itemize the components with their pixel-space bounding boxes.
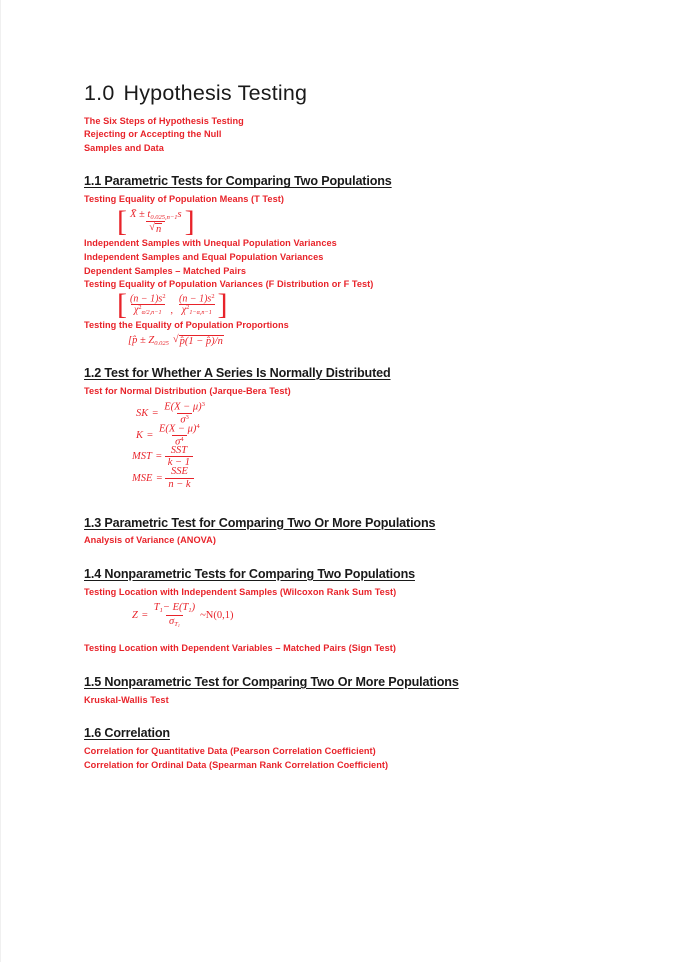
formula-numerator-right: $(n - 1)s^2$ — [179, 292, 215, 304]
page-left-edge — [0, 0, 1, 962]
section-heading-1-1: 1.1 Parametric Tests for Comparing Two Populations — [84, 174, 392, 189]
exponent: 4 — [196, 423, 200, 431]
subscript: α/2,n−1 — [141, 309, 162, 317]
equals-sign: = — [152, 407, 159, 419]
intro-item: Samples and Data — [84, 142, 164, 153]
section-heading-1-2: 1.2 Test for Whether A Series Is Normally Distributed — [84, 366, 391, 381]
formula-numerator: $T_1- E(T_1)$ — [153, 602, 196, 615]
section-item-jarque-bera: Test for Normal Distribution (Jarque-Bera Test) — [84, 385, 291, 396]
formula-proportion-confidence-interval — [128, 334, 604, 347]
formula-kurtosis — [136, 423, 604, 447]
exponent: 3 — [185, 413, 189, 421]
formula-denominator: $\sigma^3$ — [177, 413, 192, 426]
bracket-close-icon: ] — [217, 287, 228, 321]
formula-comma: , — [170, 304, 174, 316]
formula-label: MSE — [132, 472, 153, 484]
spacer — [84, 628, 604, 642]
section-item-dependent-matched: Dependent Samples – Matched Pairs — [84, 265, 246, 276]
subscript: 1 — [188, 607, 192, 615]
formula-denominator-right: $\chi^2_{1-\alpha,n-1}$ — [179, 304, 215, 317]
section-item-variances-ftest: Testing Equality of Population Variances (F Distribution or F Test) — [84, 279, 374, 290]
section-heading-1-6: 1.6 Correlation — [84, 726, 170, 741]
equals-sign: = — [141, 609, 148, 621]
formula-tail: ~N(0,1) — [200, 609, 234, 621]
equals-sign: = — [147, 429, 153, 441]
formula-label: MST — [132, 451, 152, 463]
formula-denominator: k − 1 — [165, 456, 193, 468]
document-content — [84, 82, 604, 772]
formula-mse — [132, 466, 604, 489]
spacer — [84, 347, 604, 366]
spacer — [84, 707, 604, 726]
section-item-proportions: Testing the Equality of Population Proportions — [84, 319, 289, 330]
s-symbol: s — [177, 208, 182, 220]
equals-sign: = — [156, 472, 163, 484]
section-item-means-ttest: Testing Equality of Population Means (T Test) — [84, 194, 284, 205]
formula-numerator: $E(X - \mu)^4$ — [158, 423, 200, 435]
formula-label: SK — [136, 407, 149, 419]
formula-denominator-left: $\chi^2_{\alpha/2,n-1}$ — [131, 304, 165, 317]
exponent: 4 — [180, 435, 184, 443]
section-item-pearson: Correlation for Quantitative Data (Pearson Correlation Coefficient) — [84, 746, 376, 757]
equals-sign: = — [155, 451, 162, 463]
bracket-open-icon: [ — [117, 204, 127, 238]
formula-mst — [132, 445, 604, 468]
section-heading-1-3: 1.3 Parametric Test for Comparing Two Or More Populations — [84, 515, 436, 530]
exponent: 3 — [201, 401, 205, 409]
spacer — [84, 656, 604, 675]
exponent: 2 — [162, 292, 166, 300]
t-subscript: 0.025,n−1 — [150, 213, 178, 221]
formula-numerator: SSE — [171, 466, 188, 478]
bracket-close-icon: ] — [184, 204, 195, 238]
exponent: 2 — [211, 292, 215, 300]
formula-lead: [p̂ ± $Z_{0.025}$ — [128, 334, 169, 347]
subscript: T — [174, 620, 178, 628]
section-item-indep-equal: Independent Samples and Equal Population Variances — [84, 252, 324, 263]
section-item-sign-test: Testing Location with Dependent Variables – Matched Pairs (Sign Test) — [84, 643, 396, 654]
formula-skewness — [136, 401, 604, 425]
formula-numerator: $E(X - \mu)^3$ — [164, 401, 205, 413]
page-title-number: 1.0 — [84, 81, 115, 105]
formula-numerator-left: $(n - 1)s^2$ — [130, 292, 166, 304]
intro-item: Rejecting or Accepting the Null — [84, 129, 222, 140]
intro-list — [84, 115, 604, 156]
page-title-text: Hypothesis Testing — [123, 81, 308, 105]
section-item-anova: Analysis of Variance (ANOVA) — [84, 535, 216, 546]
formula-denominator: n − k — [165, 478, 193, 490]
exponent: 2 — [186, 304, 190, 312]
formula-variance-confidence-interval — [117, 287, 604, 321]
section-heading-1-5: 1.5 Nonparametric Test for Comparing Two Or More Populations — [84, 675, 459, 690]
sqrt-icon: √ — [149, 222, 156, 234]
spacer — [84, 548, 604, 567]
formula-label: K — [136, 429, 144, 441]
formula-numerator: X̄ ± $t_{0.025,n-1}s$ — [130, 208, 182, 221]
section-item-indep-unequal: Independent Samples with Unequal Population Variances — [84, 238, 337, 249]
z-subscript: 0.025 — [154, 339, 169, 347]
sqrt-icon: √ — [172, 334, 179, 346]
subscript: 1 — [159, 607, 163, 615]
radicand: p̂(1 − p̂)/n — [179, 336, 223, 348]
spacer — [84, 155, 604, 174]
formula-label: Z — [132, 609, 138, 621]
radicand: n — [156, 224, 162, 236]
section-item-wilcoxon: Testing Location with Independent Samples (Wilcoxon Rank Sum Test) — [84, 586, 397, 597]
spacer — [84, 490, 604, 516]
page-title — [84, 82, 604, 106]
intro-item: The Six Steps of Hypothesis Testing — [84, 115, 244, 126]
section-item-kruskal-wallis: Kruskal-Wallis Test — [84, 694, 169, 705]
section-item-spearman: Correlation for Ordinal Data (Spearman Rank Correlation Coefficient) — [84, 759, 389, 770]
formula-wilcoxon-z — [132, 602, 604, 628]
formula-mean-confidence-interval — [117, 204, 604, 238]
subscript: 1 — [177, 622, 180, 628]
subscript: 1−α,n−1 — [189, 309, 212, 317]
formula-denominator: $\sigma_{T_1}$ — [166, 615, 183, 629]
bracket-open-icon: [ — [117, 287, 127, 321]
formula-denominator — [146, 221, 165, 235]
exponent: 2 — [138, 304, 142, 312]
section-heading-1-4: 1.4 Nonparametric Tests for Comparing Two Populations — [84, 566, 415, 581]
formula-numerator: SST — [170, 445, 188, 457]
formula-denominator: $\sigma^4$ — [172, 435, 187, 448]
